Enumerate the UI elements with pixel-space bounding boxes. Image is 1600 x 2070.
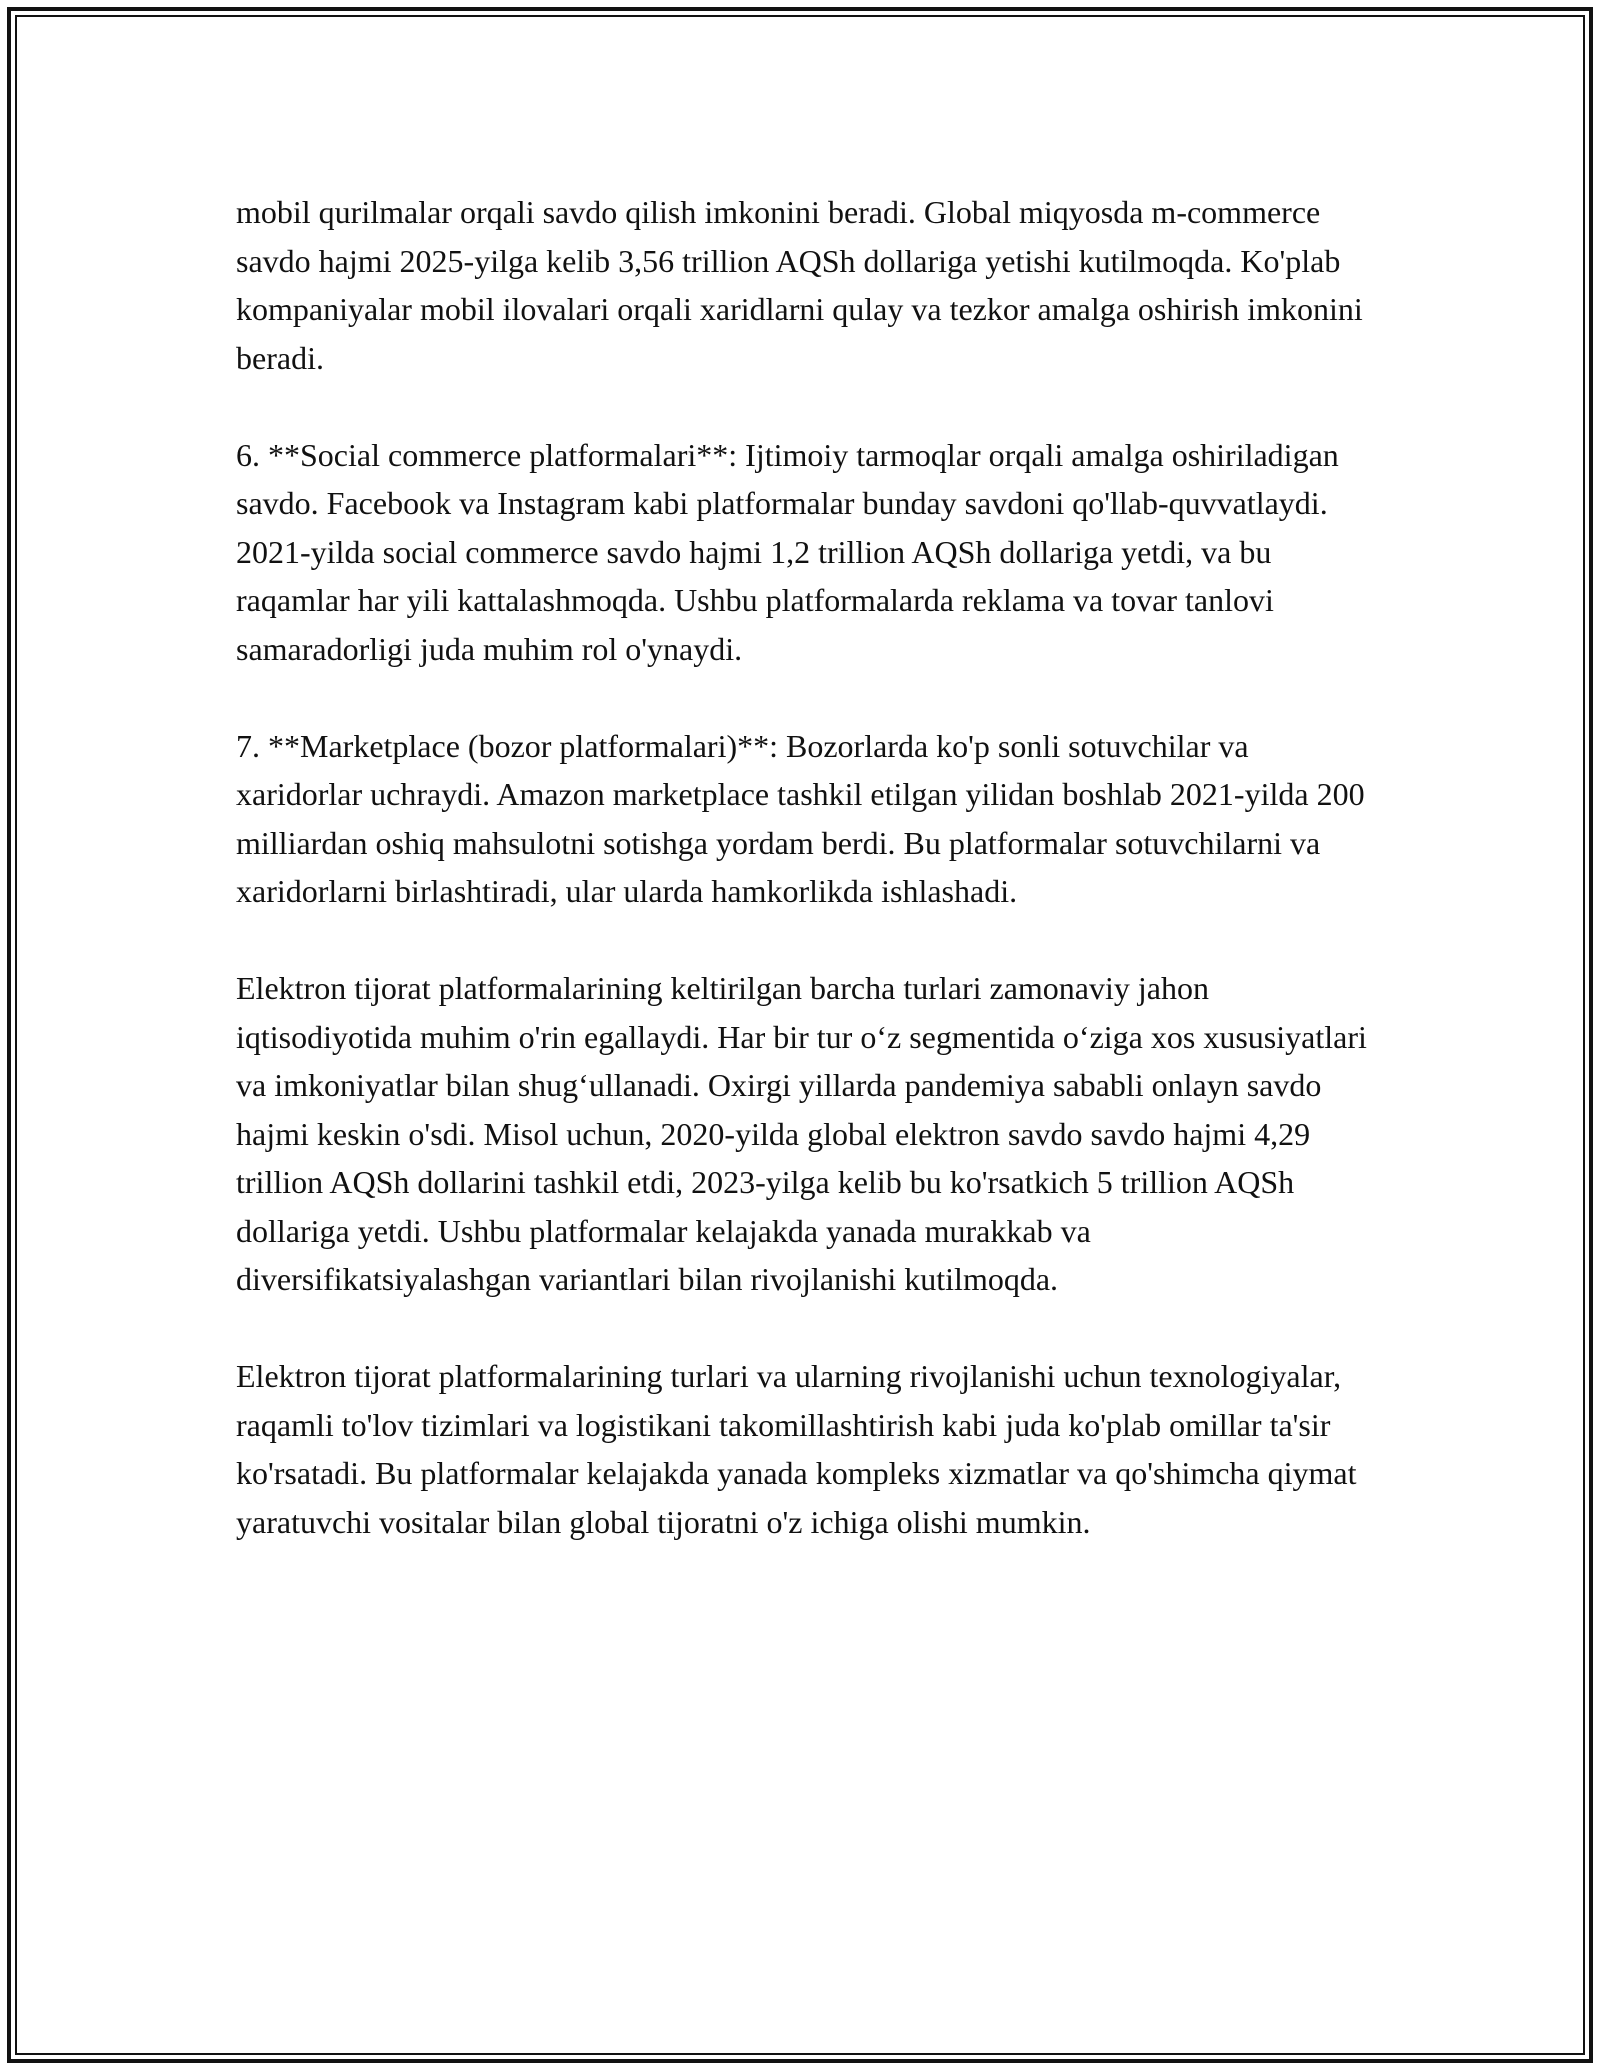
paragraph-mcommerce: mobil qurilmalar orqali savdo qilish imkonini beradi. Global miqyosda m-commerce savdo hajmi 2025-yilga kelib 3,56 trillion AQSh dollariga yetishi kutilmoqda. Ko'plab kompaniyalar mobil ilovalari orqali xaridlarni qulay va tezkor amalga oshirish imkonini beradi. [236, 194, 1363, 376]
paragraph-conclusion: Elektron tijorat platformalarining turlari va ularning rivojlanishi uchun texnologiyalar, raqamli to'lov tizimlari va logistikani takomillashtirish kabi juda ko'plab omillar ta'sir ko'rsatadi. Bu platformalar kelajakda yanada kompleks xizmatlar va qo'shimcha qiymat yaratuvchi vositalar bilan global tijoratni o'z ichiga olishi mumkin. [236, 1358, 1357, 1540]
paragraph-summary: Elektron tijorat platformalarining keltirilgan barcha turlari zamonaviy jahon iqtisodiyotida muhim o'rin egallaydi. Har bir tur o‘z segmentida o‘ziga xos xususiyatlari va imkoniyatlar bilan shug‘ullanadi. Oxirgi yillarda pandemiya sababli onlayn savdo hajmi keskin o'sdi. Misol uchun, 2020-yilda global elektron savdo savdo hajmi 4,29 trillion AQSh dollarini tashkil etdi, 2023-yilga kelib bu ko'rsatkich 5 trillion AQSh dollariga yetdi. Ushbu platformalar kelajakda yanada murakkab va diversifikatsiyalashgan variantlari bilan rivojlanishi kutilmoqda. [236, 970, 1367, 1297]
paragraph-social-commerce: 6. **Social commerce platformalari**: Ijtimoiy tarmoqlar orqali amalga oshiriladigan savdo. Facebook va Instagram kabi platformalar bunday savdoni qo'llab-quvvatlaydi. 2021-yilda social commerce savdo hajmi 1,2 trillion AQSh dollariga yetdi, va bu raqamlar har yili kattalashmoqda. Ushbu platformalarda reklama va tovar tanlovi samaradorligi juda muhim rol o'ynaydi. [236, 436, 1339, 667]
paragraph-marketplace: 7. **Marketplace (bozor platformalari)**: Bozorlarda ko'p sonli sotuvchilar va xaridorlar uchraydi. Amazon marketplace tashkil etilgan yilidan boshlab 2021-yilda 200 milliardan oshiq mahsulotni sotishga yordam berdi. Bu platformalar sotuvchilarni va xaridorlarni birlashtiradi, ular ularda hamkorlikda ishlashadi. [236, 727, 1365, 909]
document-body [236, 188, 1376, 1595]
